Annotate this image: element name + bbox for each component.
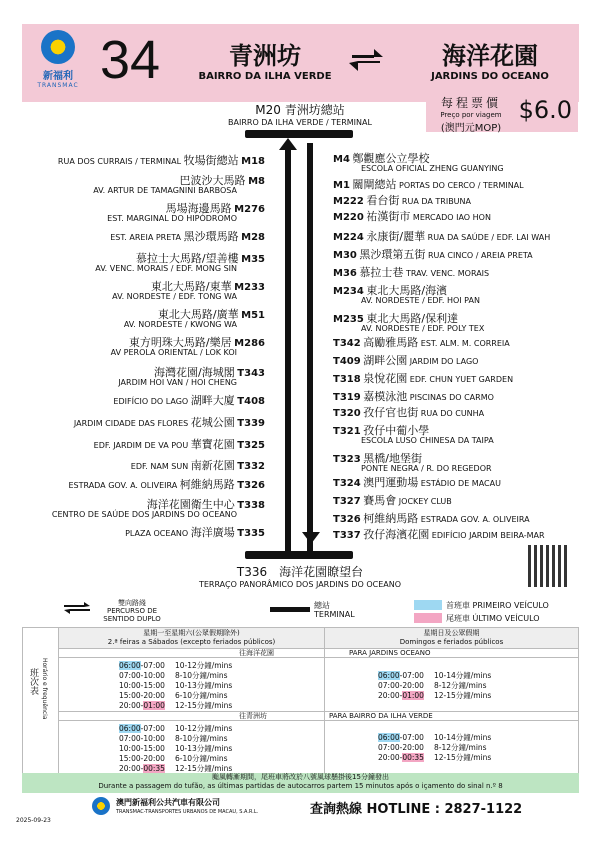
- stop-code: T332: [237, 461, 265, 472]
- stop-code: T320: [333, 408, 361, 419]
- stop-pt: AV. VENC. MORAIS / EDF. MONG SIN: [95, 264, 237, 273]
- left-stop-11: [94, 440, 265, 450]
- stop-pt: ESTÁDIO DE MACAU: [420, 479, 501, 488]
- stop-pt: EST. ALM. M. CORREIA: [420, 339, 510, 348]
- stop-zh: 柯維納馬路: [363, 512, 419, 525]
- stop-code: T339: [237, 418, 265, 429]
- schedule-frequency: 12-15分鐘/mins: [174, 701, 233, 710]
- schedule-time: 20:00-00:35: [119, 764, 165, 773]
- stop-zh: 孜仔中葡小學: [363, 424, 430, 437]
- stop-code: T319: [333, 392, 361, 403]
- schedule-row: [119, 671, 232, 681]
- stop-zh: 黑沙環第五街: [359, 248, 426, 261]
- destination-pt: JARDINS DO OCEANO: [431, 71, 549, 82]
- terminal-bottom-pt: TERRAÇO PANORÂMICO DOS JARDINS DO OCEANO: [198, 580, 402, 589]
- right-stop-14: [333, 426, 494, 445]
- fare-value: $6.0: [518, 96, 572, 124]
- stop-zh: 孜仔官也街: [363, 406, 419, 419]
- left-stop-8: [118, 368, 265, 387]
- stop-pt: RUA DA TRIBUNA: [401, 197, 471, 206]
- stop-pt: EDF. CHUN YUET GARDEN: [409, 375, 514, 384]
- first-bus-time: 06:00: [119, 724, 141, 733]
- stop-pt: ESCOLA LUSO CHINESA DA TAIPA: [361, 436, 494, 445]
- stop-zh: 海洋廣場: [190, 526, 235, 539]
- right-stop-7: [333, 286, 480, 305]
- stop-code: M220: [333, 212, 364, 223]
- schedule-time: 07:00-10:00: [119, 671, 165, 680]
- stop-code: M1: [333, 180, 350, 191]
- weekday-schedule-1: [119, 661, 232, 711]
- stop-code: M235: [333, 314, 364, 325]
- last-bus-time: 01:00: [402, 691, 424, 700]
- legend: [22, 597, 579, 627]
- stop-pt: JARDIM HOI VAN / HOI CHENG: [118, 378, 237, 387]
- schedule-row: [378, 691, 491, 701]
- logo-sub: TRANSMAC: [37, 82, 79, 89]
- right-stop-15: [333, 454, 492, 473]
- stop-code: T342: [333, 338, 361, 349]
- route-line-left: [285, 143, 291, 551]
- schedule-row: [119, 724, 232, 734]
- destination-zh: 海洋花園: [442, 42, 538, 70]
- stop-pt: ESCOLA OFICIAL ZHENG GUANYING: [361, 164, 504, 173]
- bidirectional-arrow-icon: [348, 46, 384, 74]
- table-divider: [324, 648, 325, 773]
- right-stop-12: [333, 392, 494, 402]
- right-stop-13: [333, 408, 484, 418]
- stop-zh: 東北大馬路/廣華: [157, 308, 239, 321]
- left-stop-15: [125, 528, 265, 538]
- left-stop-9: [113, 396, 265, 406]
- legend-terminal-bar: [270, 607, 310, 612]
- schedule-time: 07:00-20:00: [378, 743, 424, 752]
- terminal-top-bar: [245, 130, 353, 138]
- schedule-side-pt: Horário e frequência: [41, 658, 48, 720]
- stop-code: T321: [333, 426, 361, 437]
- footer-logo-icon: [92, 797, 110, 815]
- stop-zh: 慕拉士巷: [359, 266, 404, 279]
- hotline[interactable]: 查詢熱線 HOTLINE : 2827-1122: [310, 802, 523, 817]
- weekday-schedule-2: [119, 724, 232, 774]
- schedule-row: [119, 681, 232, 691]
- stop-code: M4: [333, 154, 350, 165]
- stop-zh: 黑沙環馬路: [183, 230, 239, 243]
- schedule-frequency: 10-13分鐘/mins: [174, 744, 233, 753]
- stop-zh: 花城公園: [190, 416, 235, 429]
- stop-zh: 湖畔公園: [363, 354, 408, 367]
- schedule-frequency: 10-13分鐘/mins: [174, 681, 233, 690]
- stop-pt: JARDIM CIDADE DAS FLORES: [73, 419, 191, 428]
- right-stop-17: [333, 496, 452, 506]
- stop-code: T325: [237, 440, 265, 451]
- schedule-frequency: 10-14分鐘/mins: [433, 671, 492, 680]
- schedule-time: 06:00-07:00: [378, 733, 424, 742]
- stop-code: T337: [333, 530, 361, 541]
- direction-1-zh: 往海洋花園: [239, 649, 274, 657]
- stop-zh: 南新花園: [190, 459, 235, 472]
- right-stop-16: [333, 478, 501, 488]
- stop-code: T408: [237, 396, 265, 407]
- stop-code: T343: [237, 368, 265, 379]
- stop-zh: 賽馬會: [363, 494, 397, 507]
- stop-pt: AV. NORDESTE / EDF. HOI PAN: [361, 296, 480, 305]
- schedule-row: [378, 671, 491, 681]
- schedule-time: 07:00-20:00: [378, 681, 424, 690]
- weekday-header-zh: 星期一至星期六(公眾假期除外): [143, 629, 240, 637]
- schedule-frequency: 10-12分鐘/mins: [174, 724, 233, 733]
- stop-code: T323: [333, 454, 361, 465]
- stop-pt: PLAZA OCEANO: [125, 529, 191, 538]
- legend-last-swatch: [414, 613, 442, 623]
- left-stop-3: [110, 232, 265, 242]
- schedule-frequency: 8-10分鐘/mins: [174, 734, 228, 743]
- terminal-top-pt: BAIRRO DA ILHA VERDE / TERMINAL: [228, 118, 372, 127]
- stop-pt: AV. NORDESTE / KWONG WA: [123, 320, 237, 329]
- stop-pt: EDIFÍCIO DO LAGO: [113, 397, 191, 406]
- first-bus-time: 06:00: [378, 733, 400, 742]
- stop-pt: ESTRADA GOV. A. OLIVEIRA: [68, 481, 180, 490]
- stop-pt: AV. ARTUR DE TAMAGNINI BARBOSA: [93, 186, 237, 195]
- terminal-top-zh: M20 青洲坊總站: [255, 103, 345, 117]
- left-stop-0: [58, 156, 265, 166]
- stop-code: M224: [333, 232, 364, 243]
- schedule-time: 06:00-07:00: [119, 661, 165, 670]
- stop-zh: 嘉模泳池: [363, 390, 408, 403]
- stop-code: M222: [333, 196, 364, 207]
- direction-2-pt: PARA BAIRRO DA ILHA VERDE: [329, 712, 433, 720]
- origin-pt: BAIRRO DA ILHA VERDE: [198, 71, 332, 82]
- stop-pt: EST. AREIA PRETA: [110, 233, 184, 242]
- right-stop-6: [333, 268, 489, 278]
- logo-icon: [41, 30, 75, 64]
- origin-zh: 青洲坊: [229, 42, 301, 70]
- first-bus-time: 06:00: [378, 671, 400, 680]
- legend-last: 尾班車 ÚLTIMO VEÍCULO: [446, 614, 540, 623]
- stop-pt: PISCINAS DO CARMO: [409, 393, 494, 402]
- logo-name: 新福利: [43, 71, 73, 82]
- schedule-time: 07:00-10:00: [119, 734, 165, 743]
- legend-terminal-pt: TERMINAL: [314, 610, 355, 619]
- stop-code: M8: [248, 176, 265, 187]
- holiday-schedule-2: [378, 733, 491, 763]
- right-stop-2: [333, 196, 471, 206]
- stop-zh: 華寶花園: [190, 438, 235, 451]
- stop-zh: 柯維納馬路: [179, 478, 235, 491]
- right-stop-3: [333, 212, 491, 222]
- schedule-frequency: 12-15分鐘/mins: [433, 691, 492, 700]
- schedule-table: [22, 627, 579, 774]
- schedule-frequency: 12-15分鐘/mins: [174, 764, 233, 773]
- direction-arrows-top-icon: [279, 138, 319, 154]
- stop-code: T335: [237, 528, 265, 539]
- destination: [405, 36, 575, 82]
- stop-zh: 湖畔大廈: [190, 394, 235, 407]
- schedule-row: [378, 681, 491, 691]
- schedule-time: 15:00-20:00: [119, 691, 165, 700]
- stop-code: M234: [333, 286, 364, 297]
- stop-code: T324: [333, 478, 361, 489]
- left-stop-13: [68, 480, 265, 490]
- stop-zh: 東方明珠大馬路/樂居: [128, 336, 232, 349]
- last-bus-time: 01:00: [143, 701, 165, 710]
- stop-code: T409: [333, 356, 361, 367]
- right-stop-18: [333, 514, 530, 524]
- legend-first-swatch: [414, 600, 442, 610]
- legend-bidirectional-icon: [62, 601, 92, 615]
- stop-pt: PORTAS DO CERCO / TERMINAL: [399, 181, 524, 190]
- stop-zh: 黑橋/地堡街: [363, 452, 422, 465]
- direction-1-pt: PARA JARDINS OCEANO: [349, 649, 431, 657]
- schedule-row: [119, 744, 232, 754]
- weekday-header-pt: 2.ª feiras a Sábados (excepto feriados públicos): [107, 638, 276, 646]
- stop-code: T326: [333, 514, 361, 525]
- stop-zh: 海灣花園/海城閣: [154, 366, 235, 379]
- stop-pt: EDF. NAM SUN: [130, 462, 191, 471]
- right-stop-11: [333, 374, 513, 384]
- schedule-frequency: 8-12分鐘/mins: [433, 743, 487, 752]
- schedule-time: 10:00-15:00: [119, 744, 165, 753]
- stop-pt: CENTRO DE SAÚDE DOS JARDINS DO OCEANO: [51, 510, 237, 519]
- left-stop-1: [93, 176, 265, 195]
- stop-code: T338: [237, 500, 265, 511]
- company-logo: [34, 30, 82, 94]
- stop-zh: 鄭觀應公立學校: [352, 152, 430, 165]
- fare-label-zh: 每程票價: [440, 96, 501, 110]
- stop-pt: AV PEROLA ORIENTAL / LOK KOI: [110, 348, 237, 357]
- print-date: 2025-09-23: [16, 817, 51, 824]
- stop-pt: RUA DA SAÚDE / EDF. LAI WAH: [427, 233, 551, 242]
- stop-zh: 慕拉士大馬路/望善樓: [135, 252, 239, 265]
- stop-pt: ESTRADA GOV. A. OLIVEIRA: [420, 515, 530, 524]
- direction-2-zh: 往青洲坊: [239, 712, 267, 720]
- stop-zh: 祐漢街市: [366, 210, 411, 223]
- fare-currency: (澳門元MOP): [440, 123, 502, 134]
- schedule-row: [378, 753, 491, 763]
- schedule-frequency: 12-15分鐘/mins: [433, 753, 492, 762]
- stop-zh: 高勵雅馬路: [363, 336, 419, 349]
- schedule-frequency: 10-14分鐘/mins: [433, 733, 492, 742]
- stop-code: M286: [234, 338, 265, 349]
- stop-code: M51: [241, 310, 265, 321]
- schedule-frequency: 10-12分鐘/mins: [174, 661, 233, 670]
- last-bus-time: 00:35: [402, 753, 424, 762]
- origin: [190, 36, 340, 82]
- footer-company-pt: TRANSMAC-TRANSPORTES URBANOS DE MACAU, S.A.R.L.: [116, 809, 259, 815]
- stop-code: M28: [241, 232, 265, 243]
- terminal-bottom-zh: T336 海洋花園瞭望台: [236, 565, 364, 579]
- stop-code: T326: [237, 480, 265, 491]
- schedule-frequency: 8-10分鐘/mins: [174, 671, 228, 680]
- stop-pt: MERCADO IAO HON: [412, 213, 491, 222]
- stop-zh: 馬場海邊馬路: [165, 202, 232, 215]
- direction-arrow-bottom-icon: [301, 530, 321, 546]
- stop-pt: JARDIM DO LAGO: [409, 357, 479, 366]
- stop-code: M276: [234, 204, 265, 215]
- schedule-frequency: 6-10分鐘/mins: [174, 691, 228, 700]
- left-stop-14: [52, 500, 265, 519]
- direction-1-row: [59, 648, 578, 658]
- right-stop-5: [333, 250, 533, 260]
- left-stop-4: [95, 254, 265, 273]
- schedule-time: 20:00-00:35: [378, 753, 424, 762]
- fare-label-pt: Preço por viagem: [440, 111, 502, 119]
- schedule-time: 06:00-07:00: [119, 724, 165, 733]
- fare-box: [426, 92, 578, 132]
- stop-pt: AV. NORDESTE / EDF. POLY TEX: [361, 324, 485, 333]
- legend-terminal-zh: 總站: [314, 601, 330, 610]
- stop-pt: TRAV. VENC. MORAIS: [405, 269, 490, 278]
- legend-dual: [97, 599, 167, 623]
- stop-code: M233: [234, 282, 265, 293]
- left-stop-12: [131, 461, 265, 471]
- schedule-side-label: [23, 628, 59, 773]
- left-stop-5: [112, 282, 265, 301]
- stop-zh: 泉悅花園: [363, 372, 408, 385]
- stop-code: M30: [333, 250, 357, 261]
- stop-pt: JOCKEY CLUB: [398, 497, 452, 506]
- left-stop-10: [74, 418, 265, 428]
- typhoon-notice-pt: Durante a passagem do tufão, as últimas partidas de autocarros partem 15 minutos após o içamento do sinal n.º 8: [98, 782, 503, 790]
- legend-terminal: [314, 601, 355, 619]
- schedule-row: [119, 734, 232, 744]
- weekday-header: [59, 628, 324, 648]
- stop-code: T327: [333, 496, 361, 507]
- stop-pt: RUA DO CUNHA: [420, 409, 485, 418]
- footer: [22, 795, 579, 819]
- left-stop-2: [107, 204, 265, 223]
- stop-zh: 孜仔海濱花園: [363, 528, 430, 541]
- stop-pt: RUA CINCO / AREIA PRETA: [427, 251, 533, 260]
- schedule-time: 10:00-15:00: [119, 681, 165, 690]
- left-stop-7: [111, 338, 265, 357]
- first-bus-time: 06:00: [119, 661, 141, 670]
- schedule-row: [378, 743, 491, 753]
- route-number: 34: [100, 30, 161, 90]
- terminal-top: [200, 101, 400, 127]
- stop-zh: 巴波沙大馬路: [179, 174, 246, 187]
- stop-zh: 海洋花園衛生中心: [146, 498, 235, 511]
- holiday-header-pt: Domingos e feriados públicos: [399, 638, 504, 646]
- stop-zh: 看台街: [366, 194, 400, 207]
- last-bus-time: 00:35: [143, 764, 165, 773]
- stop-zh: 牧場街總站: [183, 154, 239, 167]
- stop-zh: 東北大馬路/東華: [150, 280, 232, 293]
- typhoon-notice-zh: 颱風轉漸期間，尾班車將改於八號風球懸掛後15分鐘發出: [212, 773, 389, 781]
- schedule-row: [378, 733, 491, 743]
- stop-pt: EDF. JARDIM DE VA POU: [93, 441, 191, 450]
- stop-zh: 永康街/麗華: [366, 230, 426, 243]
- holiday-schedule-1: [378, 671, 491, 701]
- stop-pt: EST. MARGINAL DO HIPÓDROMO: [107, 214, 237, 223]
- schedule-row: [119, 701, 232, 711]
- schedule-time: 15:00-20:00: [119, 754, 165, 763]
- stop-zh: 關閘總站: [352, 178, 397, 191]
- right-stop-9: [333, 338, 510, 348]
- schedule-frequency: 8-12分鐘/mins: [433, 681, 487, 690]
- schedule-side-zh: 班次表: [28, 668, 38, 695]
- holiday-header-zh: 星期日及公眾假期: [423, 629, 480, 637]
- schedule-frequency: 6-10分鐘/mins: [174, 754, 228, 763]
- stop-zh: 東北大馬路/保利達: [366, 312, 459, 325]
- right-stop-0: [333, 154, 504, 173]
- terminal-bottom: [160, 563, 440, 589]
- right-stop-8: [333, 314, 484, 333]
- stop-zh: 東北大馬路/海濱: [366, 284, 448, 297]
- schedule-row: [119, 691, 232, 701]
- right-stop-4: [333, 232, 550, 242]
- stop-pt: AV. NORDESTE / EDF. TONG WA: [112, 292, 237, 301]
- holiday-header: [324, 628, 578, 648]
- schedule-time: 20:00-01:00: [378, 691, 424, 700]
- schedule-time: 20:00-01:00: [119, 701, 165, 710]
- footer-company-zh: 澳門新福利公共汽車有限公司: [116, 798, 220, 807]
- stop-code: M18: [241, 156, 265, 167]
- typhoon-notice: [22, 773, 579, 793]
- direction-2-row: [59, 711, 578, 721]
- legend-dual-pt: PERCURSO DE SENTIDO DUPLO: [103, 607, 161, 623]
- stop-zh: 澳門運動場: [363, 476, 419, 489]
- legend-dual-zh: 雙向路綫: [118, 599, 146, 607]
- right-stop-10: [333, 356, 478, 366]
- schedule-row: [119, 754, 232, 764]
- route-line-right: [307, 143, 313, 551]
- legend-first: 首班車 PRIMEIRO VEÍCULO: [446, 601, 549, 610]
- left-stop-6: [124, 310, 265, 329]
- terminal-bottom-bar: [245, 551, 353, 559]
- schedule-time: 06:00-07:00: [378, 671, 424, 680]
- stop-code: T318: [333, 374, 361, 385]
- stop-pt: EDIFÍCIO JARDIM BEIRA-MAR: [431, 531, 545, 540]
- stop-pt: RUA DOS CURRAIS / TERMINAL: [57, 157, 184, 166]
- right-stop-19: [333, 530, 545, 540]
- qr-code[interactable]: [528, 545, 570, 587]
- schedule-row: [119, 661, 232, 671]
- stop-pt: PONTE NEGRA / R. DO REGEDOR: [361, 464, 492, 473]
- stop-code: M36: [333, 268, 357, 279]
- stop-code: M35: [241, 254, 265, 265]
- right-stop-1: [333, 180, 524, 190]
